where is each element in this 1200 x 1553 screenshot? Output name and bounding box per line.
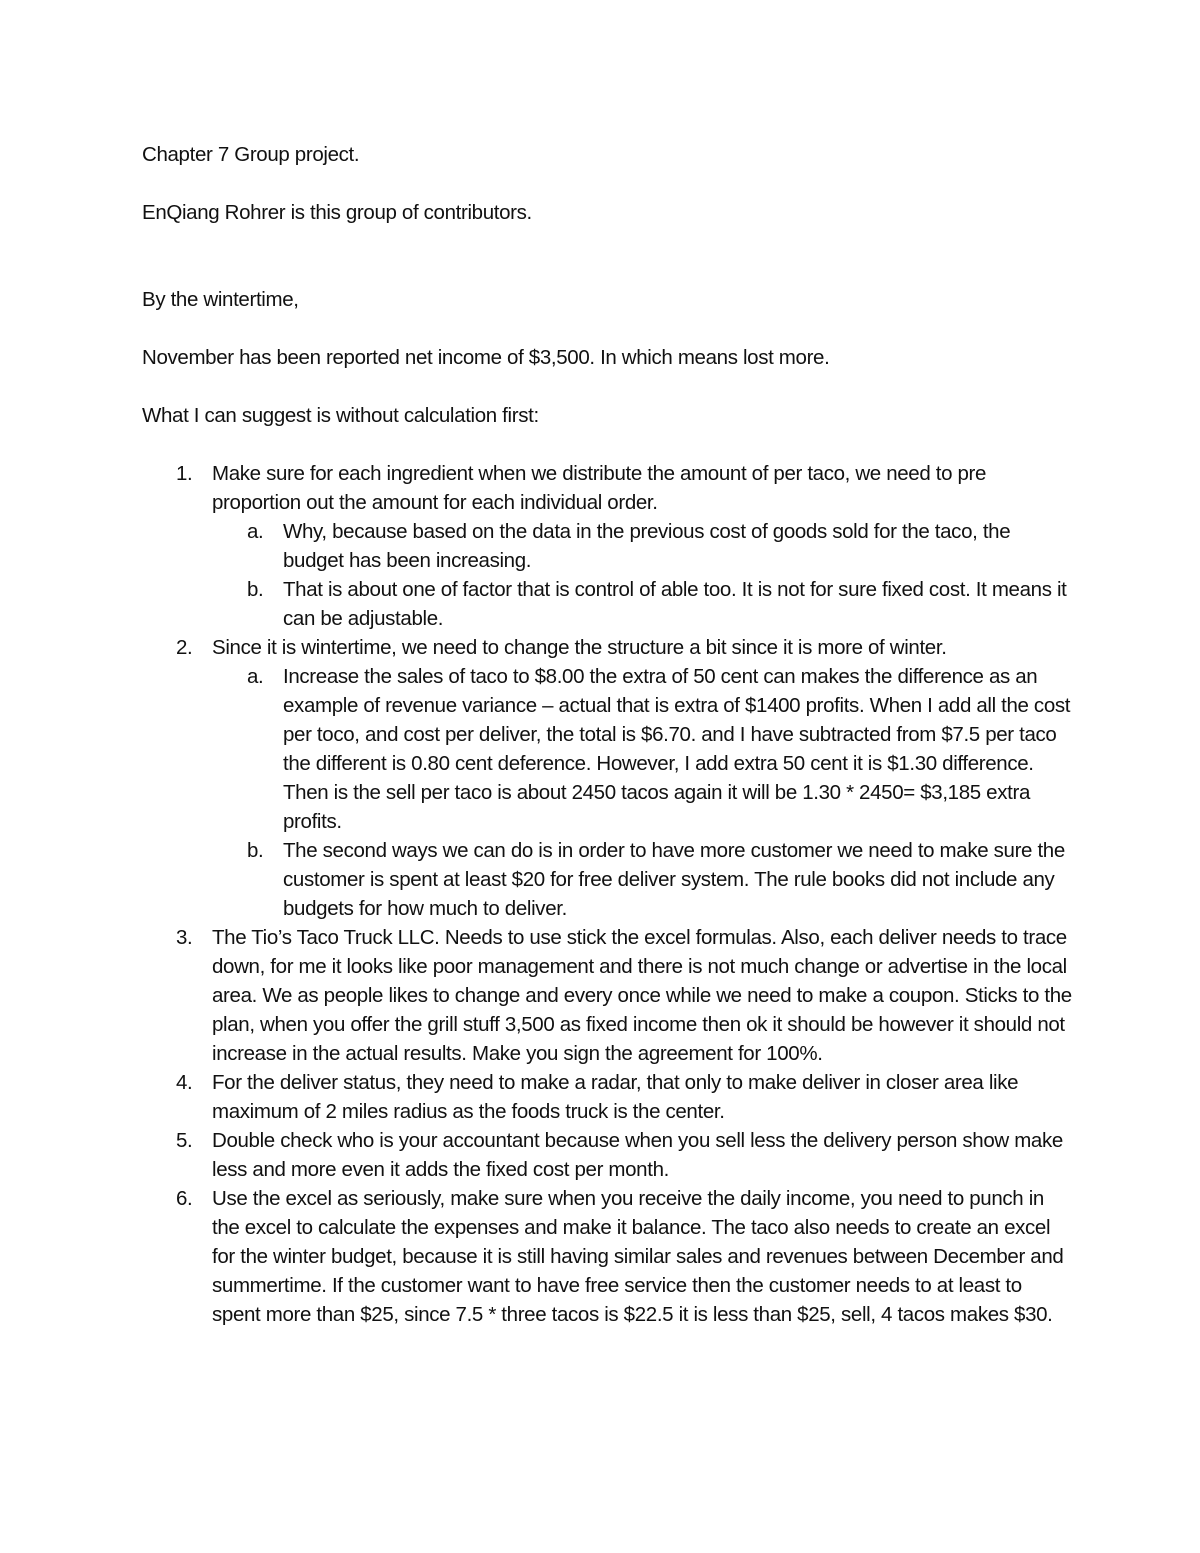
list-item: [142, 1068, 1072, 1126]
document-title: Chapter 7 Group project.: [142, 143, 360, 166]
list-item-text: Double check who is your accountant because when you sell less the delivery person show make less and more even it adds the fixed cost per month.: [212, 1129, 1063, 1181]
list-item-text: Since it is wintertime, we need to change the structure a bit since it is more of winter.: [212, 636, 947, 659]
sub-list-item-text: That is about one of factor that is control of able too. It is not for sure fixed cost. It means it can be adjustable.: [283, 578, 1067, 630]
list-item: [142, 1184, 1072, 1329]
sub-list-item: [212, 575, 1072, 633]
list-item-text: For the deliver status, they need to make a radar, that only to make deliver in closer area like maximum of 2 miles radius as the foods truck is the center.: [212, 1071, 1019, 1123]
list-item: [142, 1126, 1072, 1184]
list-item-text: Make sure for each ingredient when we distribute the amount of per taco, we need to pre proportion out the amount for each individual order.: [212, 462, 987, 514]
sub-list: [212, 662, 1072, 923]
november-line: November has been reported net income of $3,500. In which means lost more.: [142, 346, 830, 369]
list-number: 1.: [176, 462, 193, 485]
list-number: 4.: [176, 1071, 193, 1094]
list-item: [142, 923, 1072, 1068]
sub-list-letter: a.: [247, 665, 264, 688]
list-item-text: Use the excel as seriously, make sure when you receive the daily income, you need to punch in the excel to calculate the expenses and make it balance. The taco also needs to create an excel for the winter budget, because it is still having similar sales and revenues between December and summertime. If the customer want to have free service then the customer needs to at least to spent more than $25, since 7.5 * three tacos is $22.5 it is less than $25, sell, 4 tacos makes $30.: [212, 1187, 1064, 1326]
list-item-text: The Tio’s Taco Truck LLC. Needs to use stick the excel formulas. Also, each deliver needs to trace down, for me it looks like poor management and there is not much change or advertise in the local area. We as people likes to change and every once while we need to make a coupon. Sticks to the plan, when you offer the grill stuff 3,500 as fixed income then ok it should be however it should not increase in the actual results. Make you sign the agreement for 100%.: [212, 926, 1072, 1065]
sub-list-item-text: The second ways we can do is in order to have more customer we need to make sure the customer is spent at least $20 for free deliver system. The rule books did not include any budgets for how much to deliver.: [283, 839, 1065, 920]
document-body: [142, 140, 1072, 1329]
list-number: 6.: [176, 1187, 193, 1210]
intro-line: By the wintertime,: [142, 288, 299, 311]
sub-list-item: [212, 662, 1072, 836]
list-item: [142, 633, 1072, 923]
list-number: 2.: [176, 636, 193, 659]
sub-list-item-text: Why, because based on the data in the previous cost of goods sold for the taco, the budget has been increasing.: [283, 520, 1011, 572]
suggestion-list: [142, 459, 1072, 1329]
contributors-line: EnQiang Rohrer is this group of contributors.: [142, 201, 532, 224]
sub-list-letter: b.: [247, 839, 264, 862]
sub-list-item: [212, 517, 1072, 575]
sub-list-item: [212, 836, 1072, 923]
sub-list-item-text: Increase the sales of taco to $8.00 the extra of 50 cent can makes the difference as an example of revenue variance – actual that is extra of $1400 profits. When I add all the cost per toco, and cost per deliver, the total is $6.70. and I have subtracted from $7.5 per taco the different is 0.80 cent deference. However, I add extra 50 cent it is $1.30 difference. Then is the sell per taco is about 2450 tacos again it will be 1.30 * 2450= $3,185 extra profits.: [283, 665, 1071, 833]
list-number: 5.: [176, 1129, 193, 1152]
list-item: [142, 459, 1072, 633]
sub-list-letter: b.: [247, 578, 264, 601]
list-number: 3.: [176, 926, 193, 949]
sub-list: [212, 517, 1072, 633]
sub-list-letter: a.: [247, 520, 264, 543]
suggest-line: What I can suggest is without calculation first:: [142, 404, 539, 427]
